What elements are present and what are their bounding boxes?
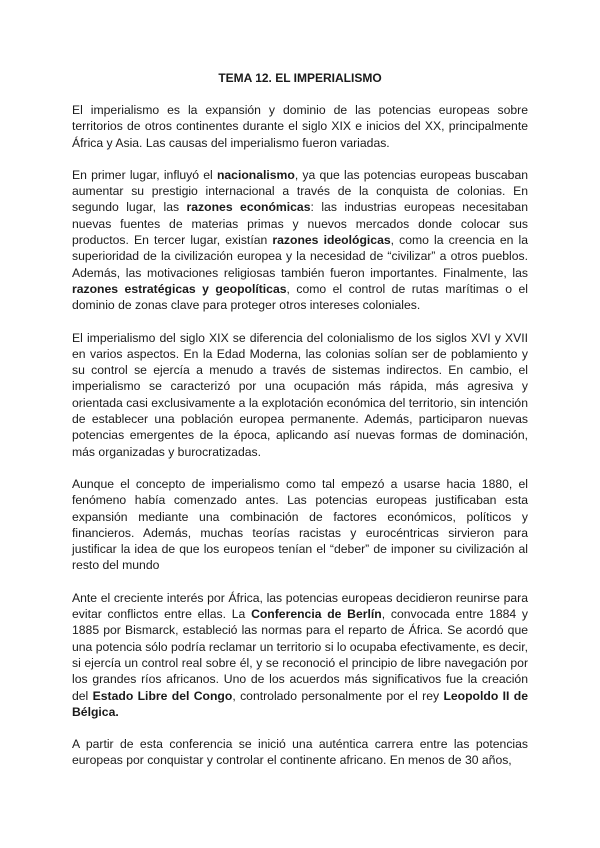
- document-page: [72, 70, 528, 785]
- text-segment: El imperialismo del siglo XIX se diferencia del colonialismo de los siglos XVI y XVII en varios aspectos. En la Edad Moderna, las colonias solían ser de poblamiento y su control se ejercía a menudo a través de sistemas indirectos. En cambio, el imperialismo se caracterizó por una ocupación más rápida, más agresiva y orientada casi exclusivamente a la explotación económica del territorio, sin intención de establecer una población europea permanente. Además, participaron nuevas potencias emergentes de la época, aplicando así nuevas formas de dominación, más organizadas y burocratizadas.: [72, 330, 528, 459]
- text-segment: El imperialismo es la expansión y dominio de las potencias europeas sobre territorios de otros continentes durante el siglo XIX e inicios del XX, principalmente África y Asia. Las causas del imperialismo fueron variadas.: [72, 103, 528, 150]
- bold-term: nacionalismo: [216, 167, 295, 182]
- text-segment: , como el control de rutas marítimas o el dominio de zonas clave para proteger otros intereses coloniales.: [72, 281, 528, 313]
- paragraph-berlin: [72, 590, 528, 720]
- text-segment: A partir de esta conferencia se inició una auténtica carrera entre las potencias europeas por conquistar y controlar el continente africano. En menos de 30 años,: [72, 737, 528, 768]
- bold-term: Leopoldo II de Bélgica.: [72, 688, 528, 719]
- bold-term: Conferencia de Berlín: [251, 607, 382, 622]
- bold-term: razones ideológicas: [272, 233, 391, 248]
- text-segment: , como la creencia en la superioridad de la civilización europea y la necesidad de “civilizar” a otros pueblos. Además, las motivaciones religiosas también fueron importantes. Finalmente, las: [72, 233, 529, 280]
- paragraph-intro: [72, 102, 528, 151]
- text-segment: : las industrias europeas necesitaban nuevas fuentes de materias primas y nuevos mercados donde colocar sus productos. En tercer lugar, existían: [72, 200, 528, 248]
- bold-term: razones económicas: [186, 200, 311, 215]
- text-segment: , ya que las potencias europeas buscaban aumentar su prestigio internacional a través de la conquista de colonias. En segundo lugar, las: [72, 167, 528, 215]
- paragraph-concepto: [72, 476, 528, 574]
- text-segment: , controlado personalmente por el rey: [232, 688, 444, 703]
- text-segment: , convocada entre 1884 y 1885 por Bismarck, estableció las normas para el reparto de África. Se acordó que una potencia sólo podría reclamar un territorio si lo ocupaba efectivamente, es decir, si ejercía un control real sobre él, y se reconoció el principio de libre navegación por los grandes ríos africanos. Uno de los acuerdos más significativos fue la creación del: [72, 607, 528, 703]
- text-segment: Ante el creciente interés por África, las potencias europeas decidieron reunirse para evitar conflictos entre ellas. La: [72, 590, 528, 622]
- paragraph-carrera: [72, 736, 528, 769]
- paragraph-diferencias: [72, 330, 528, 460]
- bold-term: Estado Libre del Congo: [92, 688, 233, 703]
- bold-term: razones estratégicas y geopolíticas: [72, 281, 287, 296]
- text-segment: Aunque el concepto de imperialismo como tal empezó a usarse hacia 1880, el fenómeno había comenzado antes. Las potencias europeas justificaban esta expansión mediante una combinación de factores económicos, políticos y financieros. Además, muchas teorías racistas y eurocéntricas sirvieron para justificar la idea de que los europeos tenían el “deber” de imponer su civilización al resto del mundo: [72, 476, 528, 573]
- paragraph-causas: [72, 167, 528, 314]
- document-body: [72, 102, 528, 769]
- document-title: TEMA 12. EL IMPERIALISMO: [218, 71, 382, 85]
- text-segment: En primer lugar, influyó el: [72, 167, 217, 182]
